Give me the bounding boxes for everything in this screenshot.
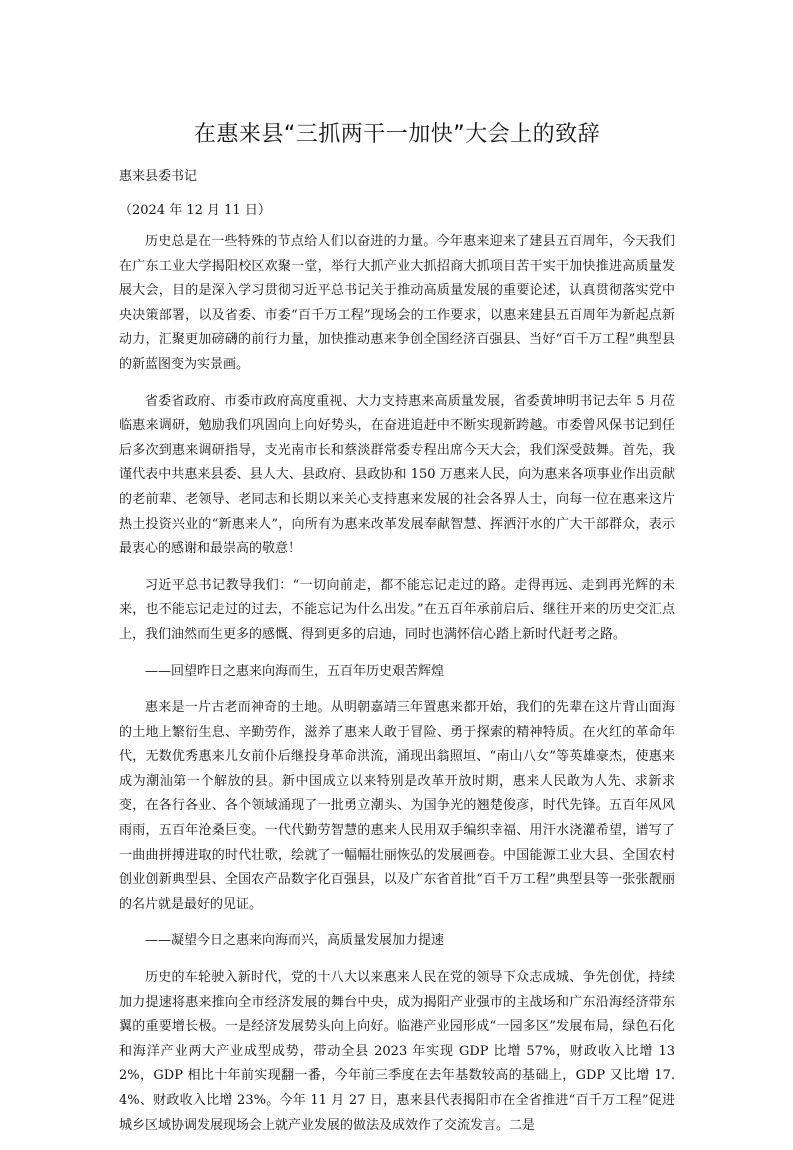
paragraph-intro-1: 历史总是在一些特殊的节点给人们以奋进的力量。今年惠来迎来了建县五百周年，今天我们在广东工业大学揭阳校区欢聚一堂，举行大抓产业大抓招商大抓项目苦干实干加快推进高质量发展大会，目的是深入学习贯彻习近平总书记关于推动高质量发展的重要论述，认真贯彻落实党中央决策部署，以及省委、市委“百千万工程”现场会的工作要求，以惠来建县五百周年为新起点新动力，汇聚更加磅礴的前行力量，加快推动惠来争创全国经济百强县、当好“百千万工程”典型县的新蓝图变为实景画。: [119, 234, 675, 372]
paragraph-past-1: 惠来是一片古老而神奇的土地。从明朝嘉靖三年置惠来都开始，我们的先辈在这片背山面海的土地上繁衍生息、辛勤劳作，滋养了惠来人敢于冒险、勇于探索的精神特质。在火红的革命年代，无数优秀惠来儿女前仆后继投身革命洪流，涌现出翁照垣、“南山八女”等英雄豪杰，使惠来成为潮汕第一个解放的县。新中国成立以来特别是改革开放时期，惠来人民敢为人先、求新求变，在各行各业、各个领域涌现了一批勇立潮头、为国争光的翘楚俊彦，时代先锋。五百年风风雨雨，五百年沧桑巨变。一代代勤劳智慧的惠来人民用双手编织幸福、用汗水浇灌希望，谱写了一曲曲拼搏进取的时代壮歌，绘就了一幅幅壮丽恢弘的发展画卷。中国能源工业大县、全国农村创业创新典型县、全国农产品数字化百强县，以及广东省首批“百千万工程”典型县等一张张靓丽的名片就是最好的见证。: [119, 700, 675, 912]
document-title: 在惠来县“三抓两干一加快”大会上的致辞: [193, 122, 601, 147]
paragraph-present-1: 历史的车轮驶入新时代，党的十八大以来惠来人民在党的领导下众志成城、争先创优，持续加力提速将惠来推向全市经济发展的舞台中央，成为揭阳产业强市的主战场和广东沿海经济带东翼的重要增长极。一是经济发展势头向上向好。临港产业园形成“一园多区”发展布局，绿色石化和海洋产业两大产业成型成势，带动全县 2023 年实现 GDP 比增 57%，财政收入比增 132%，GDP 相比十年前实现翻一番，今年前三季度在去年基数较高的基础上，GDP 又比增 17.4%、财政收入比增 23%。今年 11 月 27 日，惠来县代表揭阳市在全省推进“百千万工程”促进城乡区域协调发展现场会上就产业发展的做法及成效作了交流发言。二是: [119, 970, 675, 1133]
document-page: [119, 0, 675, 1133]
document-date: （2024 年 12 月 11 日）: [119, 203, 271, 218]
paragraph-intro-3: 习近平总书记教导我们：“一切向前走，都不能忘记走过的路。走得再远、走到再光辉的未来，也不能忘记走过的过去，不能忘记为什么出发。”在五百年承前启后、继往开来的历史交汇点上，我们油然而生更多的感慨、得到更多的启迪，同时也满怀信心踏上新时代赶考之路。: [119, 577, 675, 642]
section-heading-past: ——回望昨日之惠来向海而生，五百年历史艰苦辉煌: [145, 663, 445, 679]
paragraph-intro-2: 省委省政府、市委市政府高度重视、大力支持惠来高质量发展，省委黄坤明书记去年 5 月莅临惠来调研，勉励我们巩固向上向好势头，在奋进追赶中不断实现新跨越。市委曾风保书记到任后多次到惠来调研指导，支光南市长和蔡淡群常委专程出席今天大会，我们深受鼓舞。首先，我谨代表中共惠来县委、县人大、县政府、县政协和 150 万惠来人民，向为惠来各项事业作出贡献的老前辈、老领导、老同志和长期以来关心支持惠来发展的社会各界人士，向每一位在惠来这片热土投资兴业的“新惠来人”，向所有为惠来改革发展奉献智慧、挥洒汗水的广大干部群众，表示最衷心的感谢和最崇高的敬意！: [119, 393, 675, 557]
document-body: [119, 230, 675, 1150]
section-heading-present: ——凝望今日之惠来向海而兴，高质量发展加力提速: [145, 933, 445, 949]
document-author: 惠来县委书记: [119, 169, 198, 184]
